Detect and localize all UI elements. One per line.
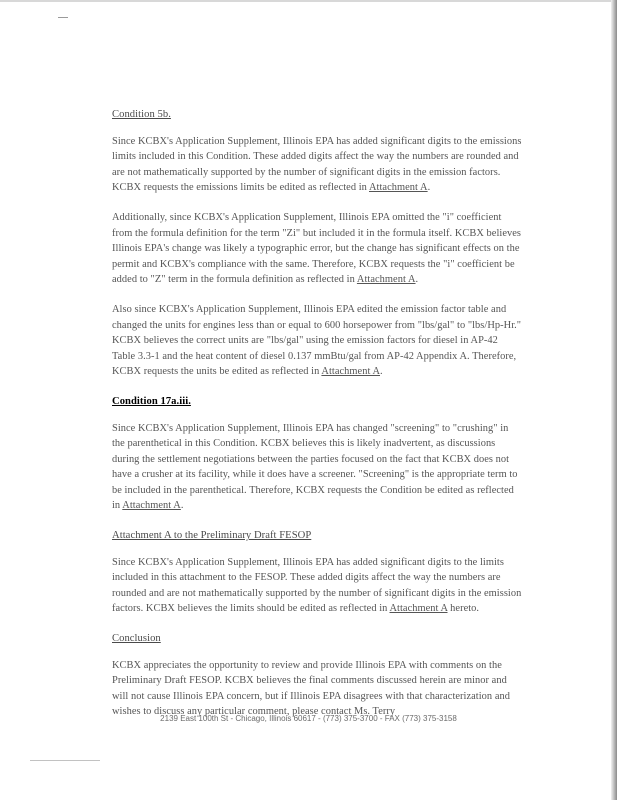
paragraph: Since KCBX's Application Supplement, Illinois EPA has changed "screening" to "crushing" in the parenthetical in this Condition. KCBX believes this is likely inadvertent, as discussions during the settlement negotiations between the parties focused on the fact that KCBX does not have a crusher at its facility, while it does have a screener. "Screening" is the appropriate term to be included in the parenthetical. Therefore, KCBX requests the Condition be edited as reflected in Attachment A. [112,422,518,512]
paragraph: KCBX appreciates the opportunity to review and provide Illinois EPA with comments on the Preliminary Draft FESOP. KCBX believes the final comments discussed herein are minor and will not cause Illinois EPA concern, but if Illinois EPA disagrees with that characterization and wishes to discuss any particular comment, please contact Ms. Terry [112,659,510,718]
heading-attachment-a: Attachment A to the Preliminary Draft FESOP [112,530,312,542]
scan-bottom-mark [30,760,100,761]
attachment-reference: Attachment A [321,366,381,378]
paragraph: Since KCBX's Application Supplement, Illinois EPA has added significant digits to the emissions limits included in this Condition. These added digits affect the way the numbers are rounded and are not mathematically supported by the number of significant digits in the emission factors. KCBX requests the emissions limits be edited as reflected in Attachment A. [112,135,522,194]
scan-mark [58,17,68,18]
letterhead-footer: 2139 East 100th St - Chicago, Illinois 60617 - (773) 375-3700 - FAX (773) 375-3158 [160,714,457,723]
paragraph: Also since KCBX's Application Supplement, Illinois EPA edited the emission factor table and changed the units for engines less than or equal to 600 horsepower from "lbs/gal" to "lbs/Hp-Hr." KCBX believes the correct units are "lbs/gal" using the emission factors for diesel in AP-42 Table 3.3-1 and the heat content of diesel 0.137 mmBtu/gal from AP-42 Appendix A. Therefore, KCBX requests the units be edited as reflected in Attachment A. [112,303,522,378]
attachment-reference: Attachment A [369,182,428,194]
scan-edge-top [0,0,617,2]
scan-edge-right [611,0,617,800]
paragraph: Additionally, since KCBX's Application Supplement, Illinois EPA omitted the "i" coefficient from the formula definition for the term "Zi" but included it in the formula itself. KCBX believes Illinois EPA's change was likely a typographic error, but the change has significant effects on the permit and KCBX's compliance with the same. Therefore, KCBX requests the "i" coefficient be added to "Z" term in the formula definition as reflected in Attachment A. [112,211,521,286]
heading-condition-17a-iii: Condition 17a.iii. [112,395,191,407]
heading-condition-5b: Condition 5b. [112,109,171,120]
attachment-reference: Attachment A [356,274,416,286]
document-body [112,107,522,734]
attachment-reference: Attachment A [389,603,448,615]
heading-conclusion: Conclusion [112,633,161,645]
attachment-reference: Attachment A [122,500,181,512]
paragraph: Since KCBX's Application Supplement, Illinois EPA has added significant digits to the limits included in this attachment to the FESOP. These added digits affect the way the numbers are rounded and are not mathematically supported by the number of significant digits in the emission factors. KCBX believes the limits should be edited as reflected in Attachment A hereto. [112,556,522,615]
